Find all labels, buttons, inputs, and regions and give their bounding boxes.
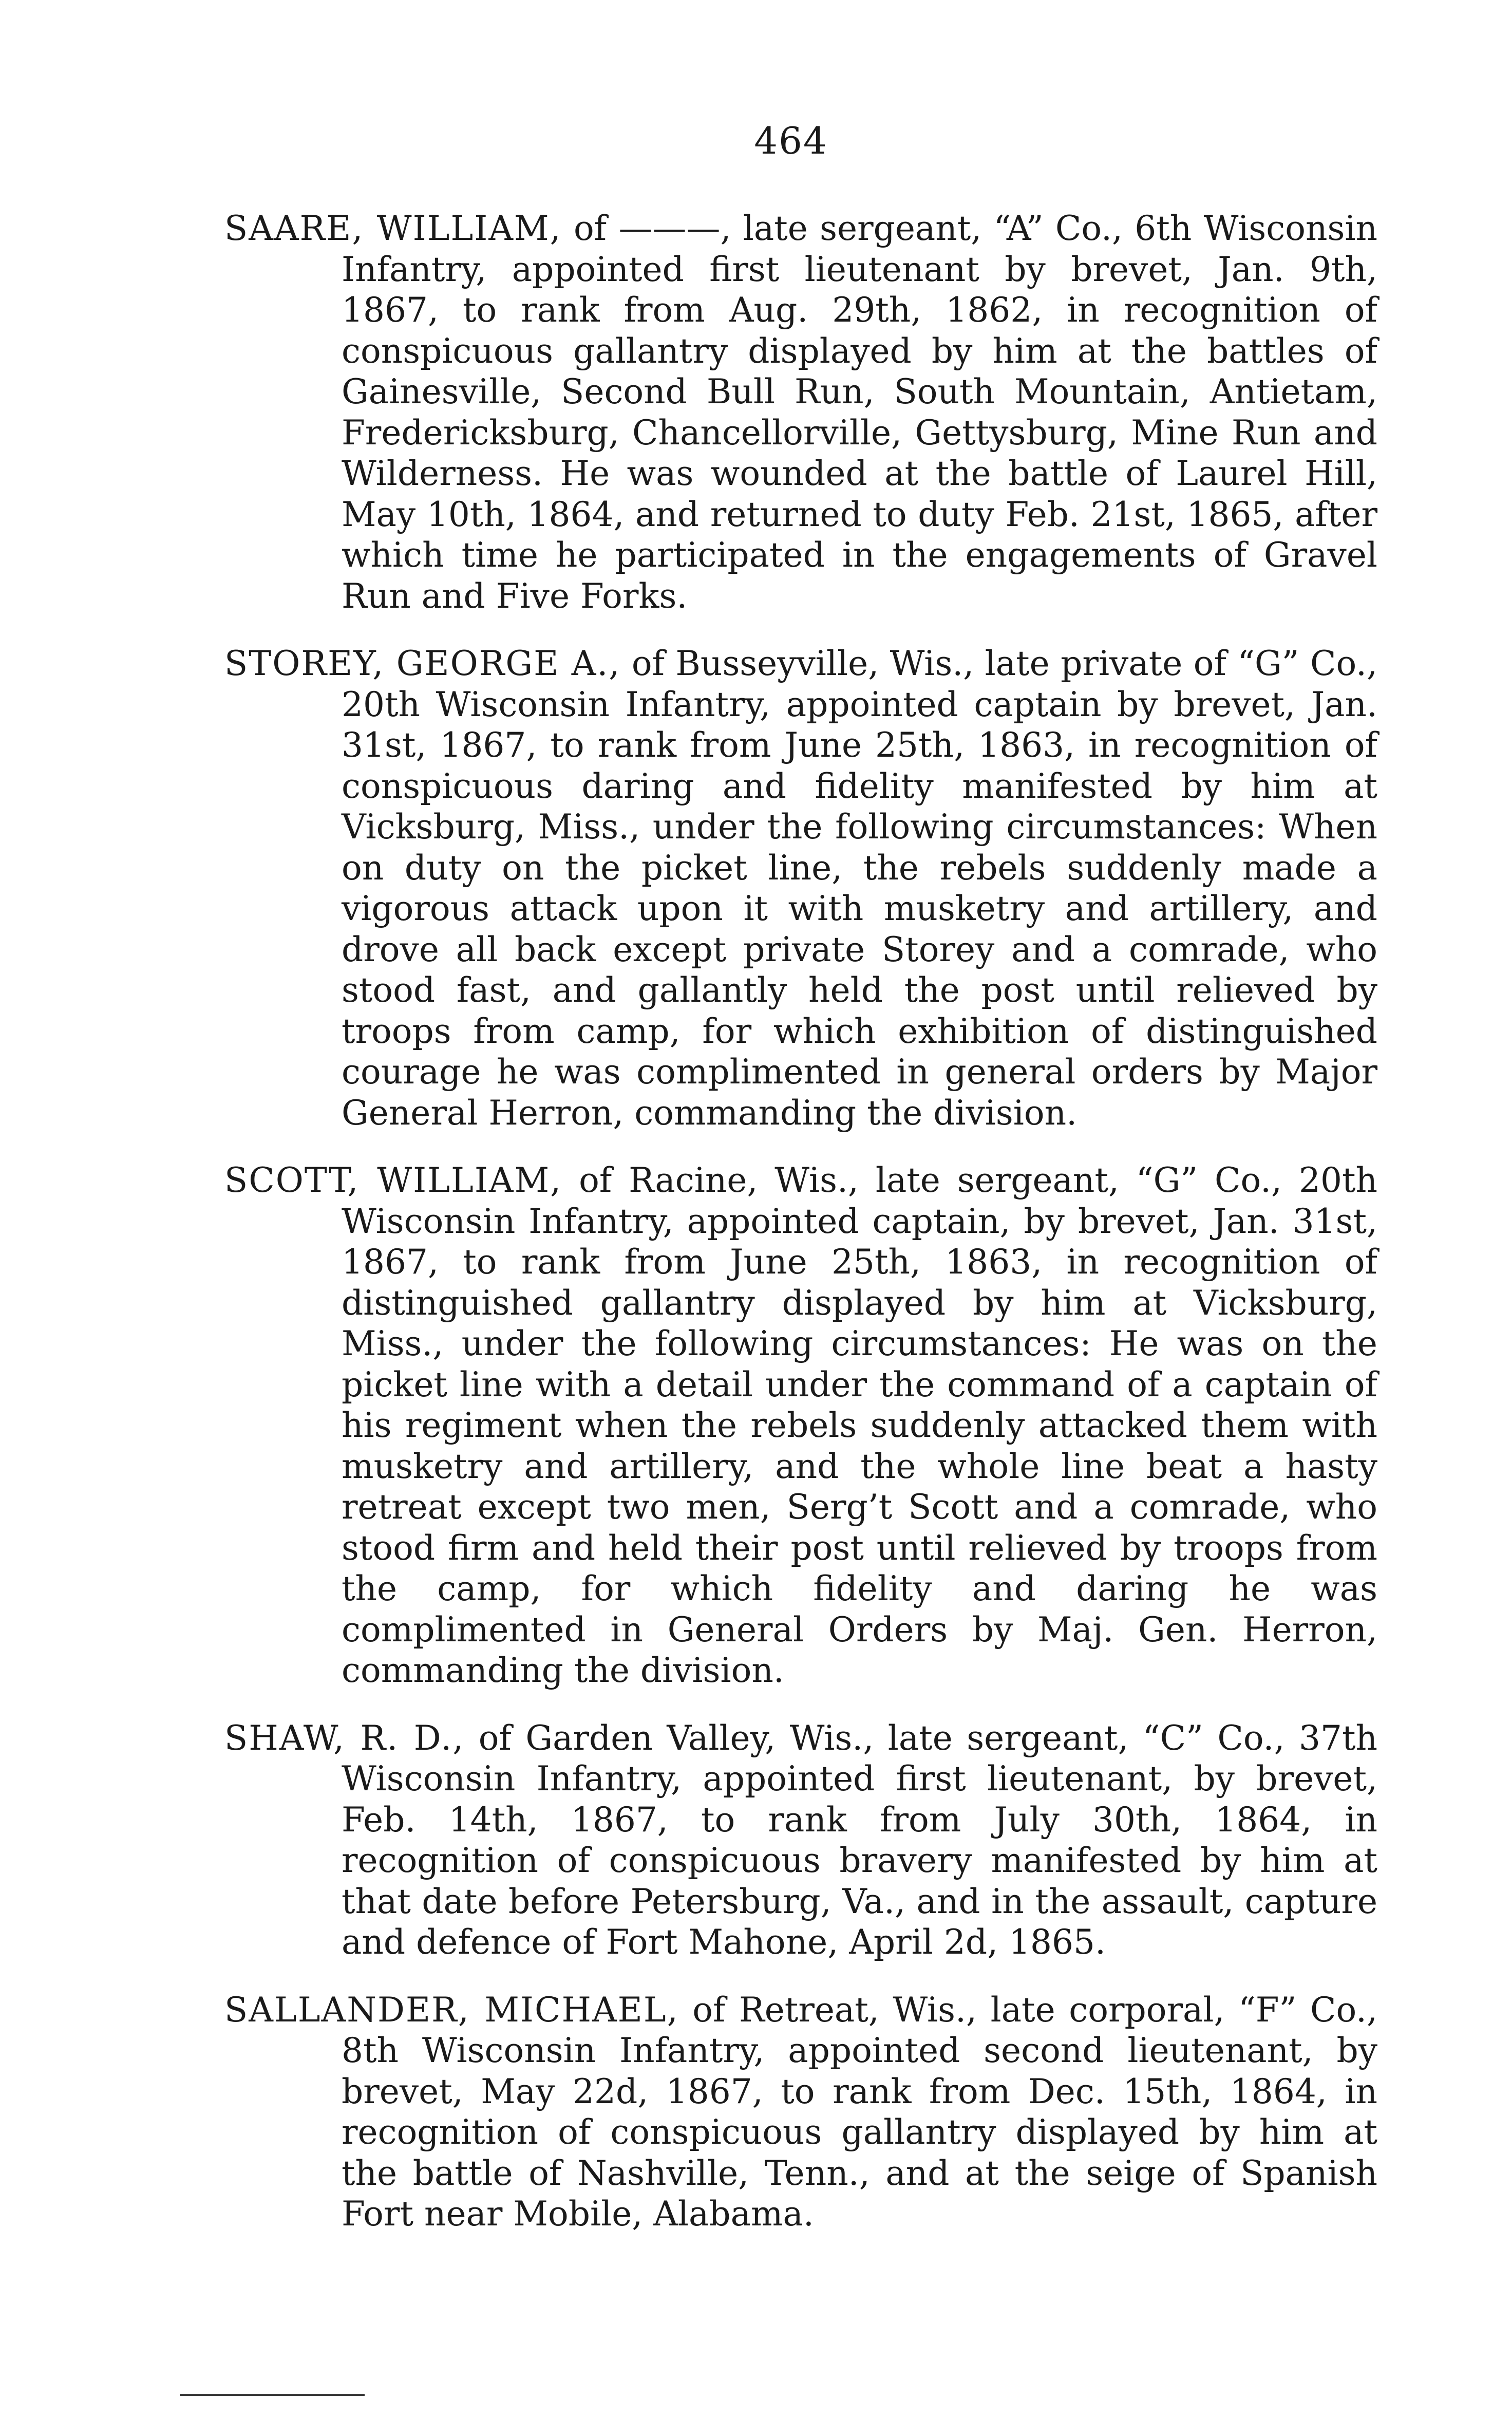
entries-list [224, 208, 1377, 2261]
entry-name: SCOTT, WILLIAM, [224, 1160, 562, 1200]
entry-text: of Retreat, Wis., late corporal, “F” Co., 8th Wisconsin Infantry, appointed second lieutenant, by brevet, May 22d, 1867, to rank from Dec. 15th, 1864, in recognition of conspicuous gallantry displayed by him at the battle of Nashville, Tenn., and at the seige of Spanish Fort near Mobile, Alabama. [342, 1990, 1377, 2234]
entry-text: of Garden Valley, Wis., late sergeant, “C” Co., 37th Wisconsin Infantry, appointed first lieutenant, by brevet, Feb. 14th, 1867, to rank from July 30th, 1864, in recognition of conspicuous bravery manifested by him at that date before Petersburg, Va., and in the assault, capture and defence of Fort Mahone, April 2d, 1865. [342, 1718, 1377, 1962]
entry-sallander [224, 1990, 1377, 2235]
entry-text: of ———, late sergeant, “A” Co., 6th Wisconsin Infantry, appointed first lieutenant by brevet, Jan. 9th, 1867, to rank from Aug. 29th, 1862, in recognition of conspicuous gallantry displayed by him at the battles of Gainesville, Second Bull Run, South Mountain, Antietam, Fredericksburg, Chancellorville, Gettysburg, Mine Run and Wilderness. He was wounded at the battle of Laurel Hill, May 10th, 1864, and returned to duty Feb. 21st, 1865, after which time he participated in the engagements of Gravel Run and Five Forks. [342, 209, 1377, 616]
entry-saare [224, 208, 1377, 616]
entry-name: STOREY, GEORGE A., [224, 644, 621, 683]
entry-shaw [224, 1718, 1377, 1963]
entry-name: SAARE, WILLIAM, [224, 209, 562, 248]
entry-storey [224, 643, 1377, 1133]
entry-name: SALLANDER, MICHAEL, [224, 1990, 679, 2030]
entry-text: of Racine, Wis., late sergeant, “G” Co., 20th Wisconsin Infantry, appointed captain, by brevet, Jan. 31st, 1867, to rank from June 25th, 1863, in recognition of distinguished gallantry displayed by him at Vicksburg, Miss., under the following circumstances: He was on the picket line with a detail under the command of a captain of his regiment when the rebels suddenly attacked them with musketry and artillery, and the whole line beat a hasty retreat except two men, Serg’t Scott and a comrade, who stood firm and held their post until relieved by troops from the camp, for which fidelity and daring he was complimented in General Orders by Maj. Gen. Herron, commanding the division. [342, 1160, 1377, 1690]
page-number: 464 [754, 119, 828, 162]
entry-scott [224, 1160, 1377, 1691]
entry-text: of Busseyville, Wis., late private of “G” Co., 20th Wisconsin Infantry, appointed captain by brevet, Jan. 31st, 1867, to rank from June 25th, 1863, in recognition of conspicuous daring and fidelity manifested by him at Vicksburg, Miss., under the following circumstances: When on duty on the picket line, the rebels suddenly made a vigorous attack upon it with musketry and artillery, and drove all back except private Storey and a comrade, who stood fast, and gallantly held the post until relieved by troops from camp, for which exhibition of distinguished courage he was complimented in general orders by Major General Herron, commanding the division. [342, 644, 1377, 1133]
entry-name: SHAW, R. D., [224, 1718, 465, 1758]
footer-rule [180, 2394, 365, 2396]
